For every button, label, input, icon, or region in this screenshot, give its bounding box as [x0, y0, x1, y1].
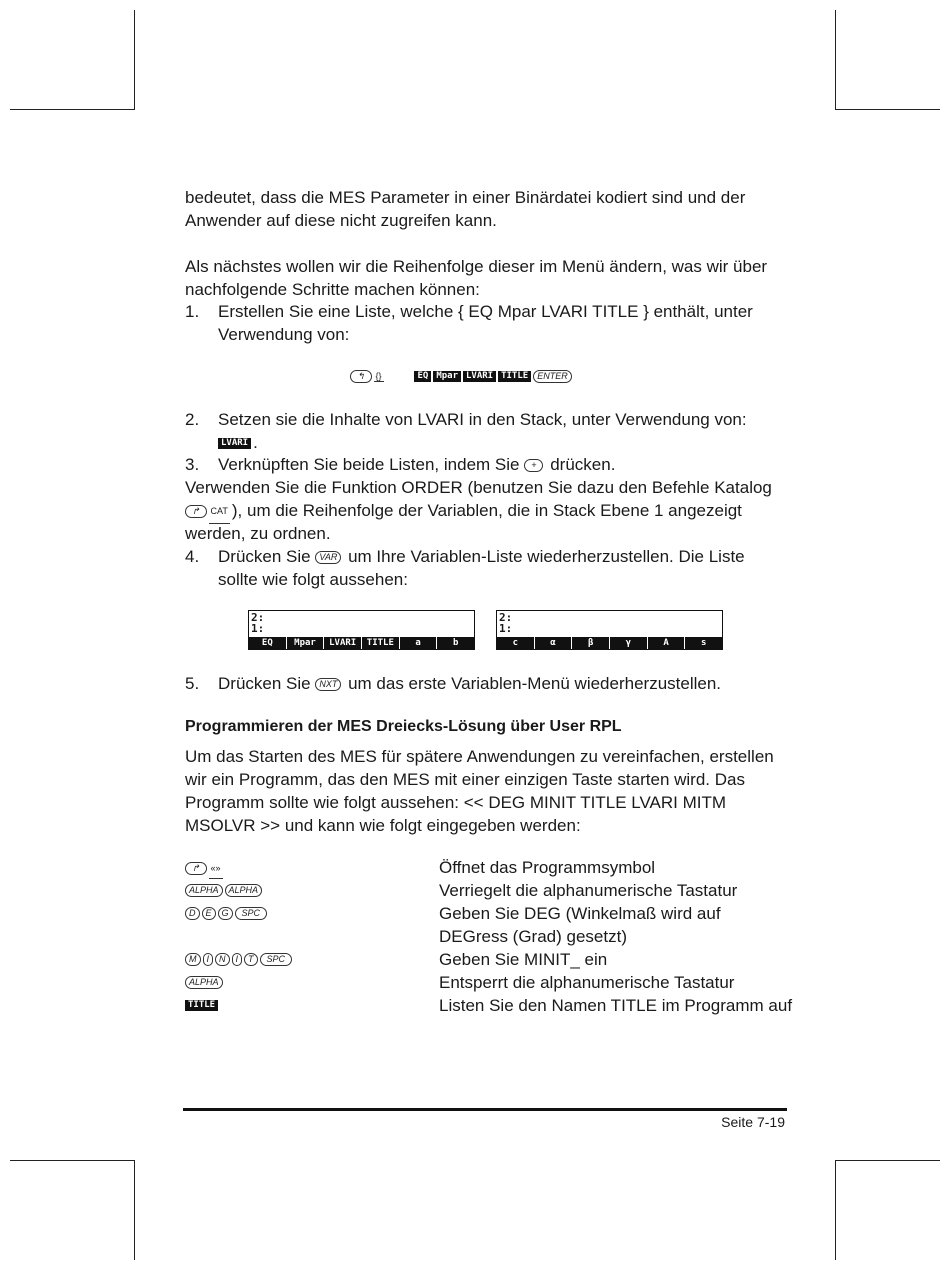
- plus-key: +: [524, 459, 543, 472]
- key-sequence: [350, 368, 574, 386]
- m-key: M: [185, 953, 201, 966]
- crop-mark: [835, 10, 836, 110]
- paragraph-line: Um das Starten des MES für spätere Anwendungen zu vereinfachen, erstellen: [185, 747, 774, 766]
- description-cell: Geben Sie DEG (Winkelmaß wird auf: [439, 904, 721, 923]
- crop-mark: [835, 1160, 836, 1260]
- paragraph-line: wir ein Programm, das den MES mit einer einzigen Taste starten wird. Das: [185, 770, 745, 789]
- cat-key-label: CAT: [209, 500, 230, 524]
- alpha-key: ALPHA: [185, 884, 223, 897]
- softkey-lvari: LVARI: [218, 438, 251, 449]
- paragraph-line: MSOLVR >> und kann wie folgt eingegeben werden:: [185, 816, 581, 835]
- keystroke-cell: [185, 950, 294, 970]
- footer-rule: [183, 1108, 787, 1111]
- keystroke-cell: [185, 904, 269, 924]
- description-cell: Listen Sie den Namen TITLE im Programm auf: [439, 996, 793, 1015]
- description-cell: Öffnet das Programmsymbol: [439, 858, 656, 877]
- menu-key: α: [535, 637, 573, 649]
- paragraph-line: Programm sollte wie folgt aussehen: << DEG MINIT TITLE LVARI MITM: [185, 793, 727, 812]
- softkey-menu: [249, 637, 474, 649]
- t-key: T: [244, 953, 258, 966]
- stack-level-2: 2:: [251, 611, 265, 624]
- section-heading: Programmieren der MES Dreiecks-Lösung über User RPL: [185, 718, 622, 735]
- softkey-eq: EQ: [414, 371, 431, 382]
- calculator-screen-right: [496, 610, 723, 650]
- paragraph-line: werden, zu ordnen.: [185, 524, 331, 543]
- description-cell: DEGress (Grad) gesetzt): [439, 927, 627, 946]
- softkey-title: TITLE: [498, 371, 531, 382]
- menu-key: A: [648, 637, 686, 649]
- left-shift-key: ↰: [350, 370, 372, 383]
- crop-mark: [836, 1160, 940, 1161]
- i-key: I: [203, 953, 214, 966]
- menu-key: LVARI: [324, 637, 362, 649]
- step-text-line: Drücken Sie NXT um das erste Variablen-Menü wiederherzustellen.: [218, 674, 722, 693]
- paragraph-line: Verwenden Sie die Funktion ORDER (benutzen Sie dazu den Befehle Katalog: [185, 478, 772, 497]
- space-key: SPC: [235, 907, 268, 920]
- softkey-menu: [497, 637, 722, 649]
- crop-mark: [134, 1160, 135, 1260]
- d-key: D: [185, 907, 200, 920]
- paragraph-line: bedeutet, dass die MES Parameter in einer Binärdatei kodiert sind und der: [185, 188, 746, 207]
- paragraph-line: Anwender auf diese nicht zugreifen kann.: [185, 211, 497, 230]
- menu-key: EQ: [249, 637, 287, 649]
- keystroke-cell: [185, 996, 220, 1016]
- program-key-label: «»: [209, 858, 223, 879]
- menu-key: a: [400, 637, 438, 649]
- step-number: 4.: [185, 547, 200, 566]
- step-text: Verwendung von:: [218, 325, 350, 344]
- crop-mark: [836, 109, 940, 110]
- step-number: 2.: [185, 410, 200, 429]
- stack-level-1: 1:: [499, 622, 513, 635]
- menu-key: Mpar: [287, 637, 325, 649]
- i-key: I: [232, 953, 243, 966]
- right-shift-key: ↱: [185, 505, 207, 518]
- softkey-lvari: LVARI: [463, 371, 496, 382]
- step-text: sollte wie folgt aussehen:: [218, 570, 408, 589]
- g-key: G: [218, 907, 233, 920]
- step-text-line: Verknüpften Sie beide Listen, indem Sie + drücken.: [218, 455, 616, 474]
- paragraph-line: Als nächstes wollen wir die Reihenfolge dieser im Menü ändern, was wir über: [185, 257, 768, 276]
- step-text: Setzen sie die Inhalte von LVARI in den Stack, unter Verwendung von:: [218, 410, 747, 429]
- step-text: Erstellen Sie eine Liste, welche { EQ Mpar LVARI TITLE } enthält, unter: [218, 302, 753, 321]
- crop-mark: [10, 109, 134, 110]
- calculator-screen-left: [248, 610, 475, 650]
- nxt-key: NXT: [315, 678, 341, 691]
- right-shift-key: ↱: [185, 862, 207, 875]
- menu-key: s: [700, 638, 707, 648]
- menu-key: c: [497, 637, 535, 649]
- paragraph-line: nachfolgende Schritte machen können:: [185, 280, 480, 299]
- braces-key-label: {}: [375, 371, 382, 382]
- page-number: Seite 7-19: [721, 1114, 785, 1130]
- menu-key: TITLE: [362, 637, 400, 649]
- step-number: 5.: [185, 674, 200, 693]
- e-key: E: [202, 907, 216, 920]
- alpha-key: ALPHA: [225, 884, 263, 897]
- stack-level-1: 1:: [251, 622, 265, 635]
- description-cell: Geben Sie MINIT_ ein: [439, 950, 608, 969]
- description-cell: Entsperrt die alphanumerische Tastatur: [439, 973, 735, 992]
- paragraph-line: ↱ CAT ), um die Reihenfolge der Variablen, die in Stack Ebene 1 angezeigt: [185, 499, 742, 524]
- step-text-line: LVARI .: [218, 431, 258, 454]
- keystroke-cell: [185, 973, 225, 993]
- description-cell: Verriegelt die alphanumerische Tastatur: [439, 881, 738, 900]
- n-key: N: [215, 953, 230, 966]
- enter-key: ENTER: [533, 370, 572, 383]
- step-number: 1.: [185, 302, 200, 321]
- menu-key: γ: [610, 637, 648, 649]
- keystroke-cell: [185, 881, 264, 901]
- crop-mark: [134, 10, 135, 110]
- step-number: 3.: [185, 455, 200, 474]
- menu-key: b: [452, 638, 459, 648]
- space-key: SPC: [260, 953, 293, 966]
- step-text-line: Drücken Sie VAR um Ihre Variablen-Liste wiederherzustellen. Die Liste: [218, 547, 745, 566]
- softkey-mpar: Mpar: [433, 371, 461, 382]
- keystroke-cell: [185, 858, 225, 878]
- var-key: VAR: [315, 551, 341, 564]
- crop-mark: [10, 1160, 134, 1161]
- menu-key: β: [572, 637, 610, 649]
- softkey-title: TITLE: [185, 1000, 218, 1011]
- alpha-key: ALPHA: [185, 976, 223, 989]
- stack-level-2: 2:: [499, 611, 513, 624]
